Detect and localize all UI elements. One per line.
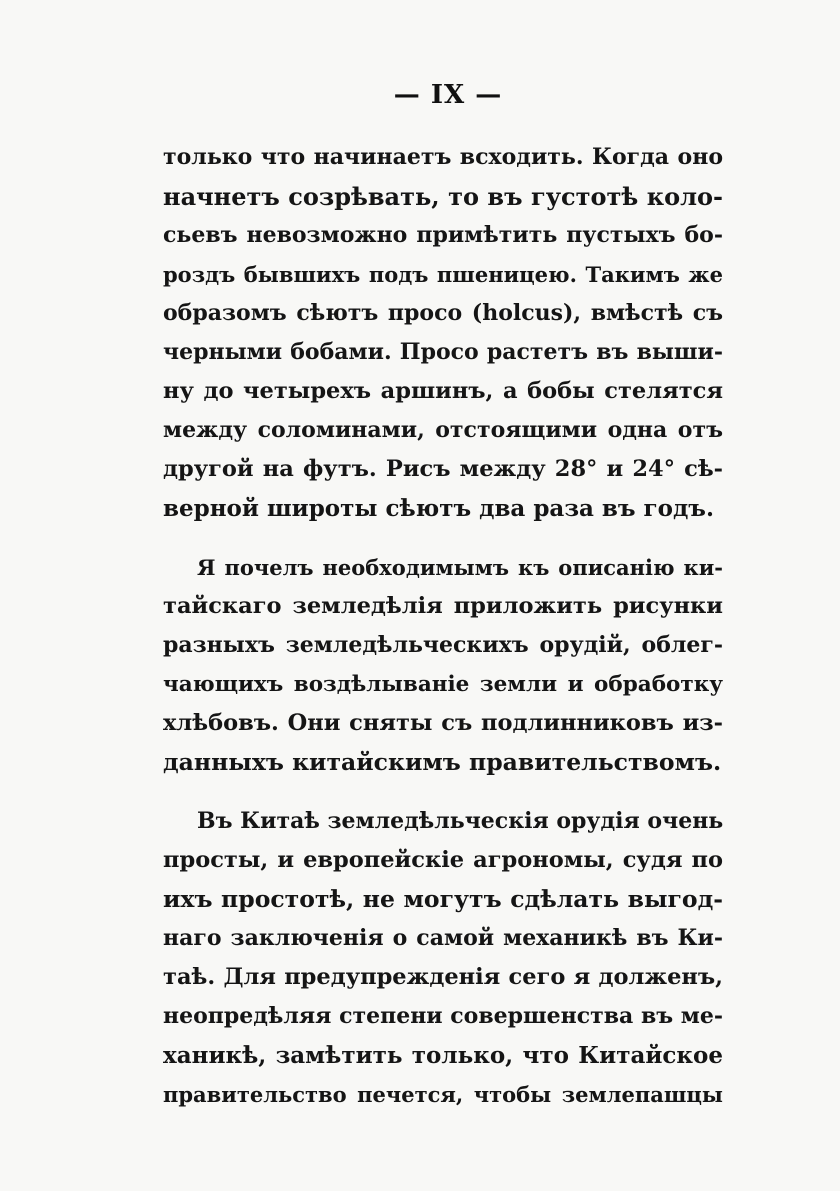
paragraph-1 (163, 138, 723, 528)
text-line: другой на футъ. Рисъ между 28° и 24° сѣ- (163, 456, 723, 482)
text-line: черными бобами. Просо растетъ въ выши- (163, 339, 723, 365)
text-line: сьевъ невозможно примѣтить пустыхъ бо- (163, 222, 723, 248)
text-line: хлѣбовъ. Они сняты съ подлинниковъ из- (163, 710, 723, 736)
text-line: разныхъ земледѣльческихъ орудій, облег- (163, 632, 723, 658)
text-line: данныхъ китайскимъ правительствомъ. (163, 748, 722, 776)
text-line: Въ Китаѣ земледѣльческія орудія очень (197, 808, 724, 834)
page-number: — IX — (393, 80, 503, 110)
text-line: наго заключенія о самой механикѣ въ Ки- (163, 925, 723, 951)
text-line: неопредѣляя степени совершенства въ ме- (163, 1003, 724, 1029)
text-line: между соломинами, отстоящими одна отъ (163, 417, 723, 443)
text-line: правительство печется, чтобы землепашцы (163, 1082, 723, 1107)
text-line: тайскаго земледѣлія приложить рисунки (163, 593, 723, 619)
text-line: ханикѣ, замѣтить только, что Китайское (163, 1042, 723, 1069)
text-line: роздъ бывшихъ подъ пшеницею. Такимъ же (163, 262, 723, 287)
text-line: ну до четырехъ аршинъ, а бобы стелятся (163, 378, 723, 404)
paragraph-2 (163, 548, 723, 782)
text-line: начнетъ созрѣвать, то въ густотѣ коло- (163, 182, 723, 211)
text-line: верной широты сѣютъ два раза въ годъ. (163, 495, 714, 522)
text-line: Я почелъ необходимымъ къ описанію ки- (197, 555, 723, 580)
text-line: просты, и европейскіе агрономы, судя по (163, 847, 723, 873)
text-line: чающихъ воздѣлываніе земли и обработку (163, 672, 723, 697)
body-text (163, 138, 723, 1114)
paragraph-3 (163, 802, 723, 1114)
text-line: только что начинаетъ всходить. Когда оно (163, 144, 723, 170)
text-line: образомъ сѣютъ просо (holcus), вмѣстѣ съ (163, 300, 723, 326)
text-line: таѣ. Для предупрежденія сего я долженъ, (163, 964, 723, 990)
text-line: ихъ простотѣ, не могутъ сдѣлать выгод- (163, 885, 723, 913)
